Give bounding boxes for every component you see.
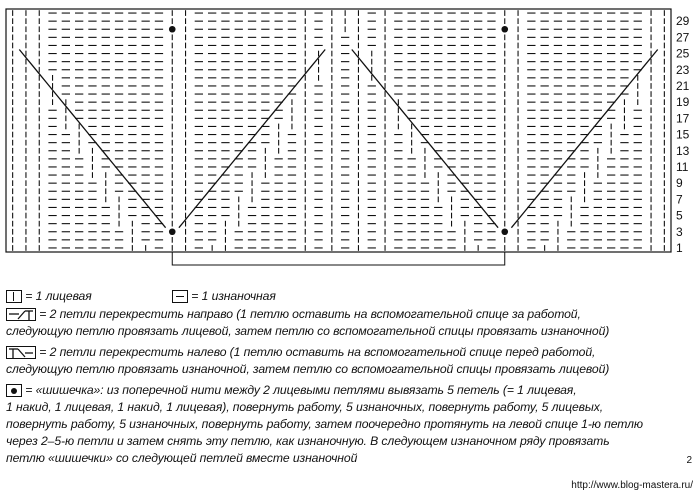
bobble-mark <box>501 228 508 235</box>
legend-cross-right-line2: следующую петлю провязать лицевой, затем петлю со вспомогательной спицы провязать изнаночной) <box>6 324 610 338</box>
bobble-icon <box>6 384 22 397</box>
legend-bobble-line3: повернуть работу, 5 изнаночных, повернуть работу, затем поочередно протянуть на левой спице 1-ю петлю <box>6 417 643 431</box>
row-number: 29 <box>676 14 690 29</box>
row-number: 19 <box>676 95 690 110</box>
row-number: 11 <box>676 159 689 174</box>
legend-cross-left: = 2 петли перекрестить налево (1 петлю оставить на вспомогательной спице перед работой, <box>6 344 595 361</box>
row-number: 27 <box>676 30 690 45</box>
row-number: 7 <box>676 192 683 207</box>
row-number: 25 <box>676 46 690 61</box>
row-number: 17 <box>676 111 690 126</box>
purl-icon <box>172 290 188 303</box>
bobble-mark <box>501 26 508 33</box>
row-number: 9 <box>676 176 683 191</box>
legend-bobble: = «шишечка»: из поперечной нити между 2 лицевыми петлями вывязать 5 петель (= 1 лицевая, <box>6 382 577 399</box>
row-number: 15 <box>676 127 690 142</box>
row-number: 21 <box>676 78 690 93</box>
legend-cross-left-line2: следующую петлю провязать изнаночной, затем петлю со вспомогательной спицы провязать лицевой) <box>6 362 610 376</box>
bobble-mark <box>169 228 176 235</box>
legend-purl: = 1 изнаночная <box>172 288 276 305</box>
cross-right-icon <box>6 308 36 321</box>
legend-cross-right: = 2 петли перекрестить направо (1 петлю оставить на вспомогательной спице за работой, <box>6 306 581 323</box>
bobble-mark <box>169 26 176 33</box>
legend-bobble-line4: через 2–5-ю петли и затем снять эту петлю, как изнаночную. В следующем изнаночном ряду провязать <box>6 434 610 448</box>
legend-bobble-line2: 1 накид, 1 лицевая, 1 накид, 1 лицевая), повернуть работу, 5 изнаночных, повернуть работу, 5 лицевых, <box>6 400 604 414</box>
cross-left-icon <box>6 346 36 359</box>
row-number: 23 <box>676 62 690 77</box>
row-number: 13 <box>676 143 690 158</box>
row-number: 3 <box>676 224 683 239</box>
page-number: 2 <box>686 455 692 466</box>
row-number: 5 <box>676 208 683 223</box>
row-number: 1 <box>676 240 683 255</box>
legend-knit: = 1 лицевая <box>6 288 92 305</box>
knit-icon <box>6 290 22 303</box>
repeat-bracket <box>172 252 505 265</box>
legend-bobble-line5: петлю «шишечки» со следующей петлей вместе изнаночной <box>6 451 358 465</box>
watermark: http://www.blog-mastera.ru/ <box>571 480 693 491</box>
